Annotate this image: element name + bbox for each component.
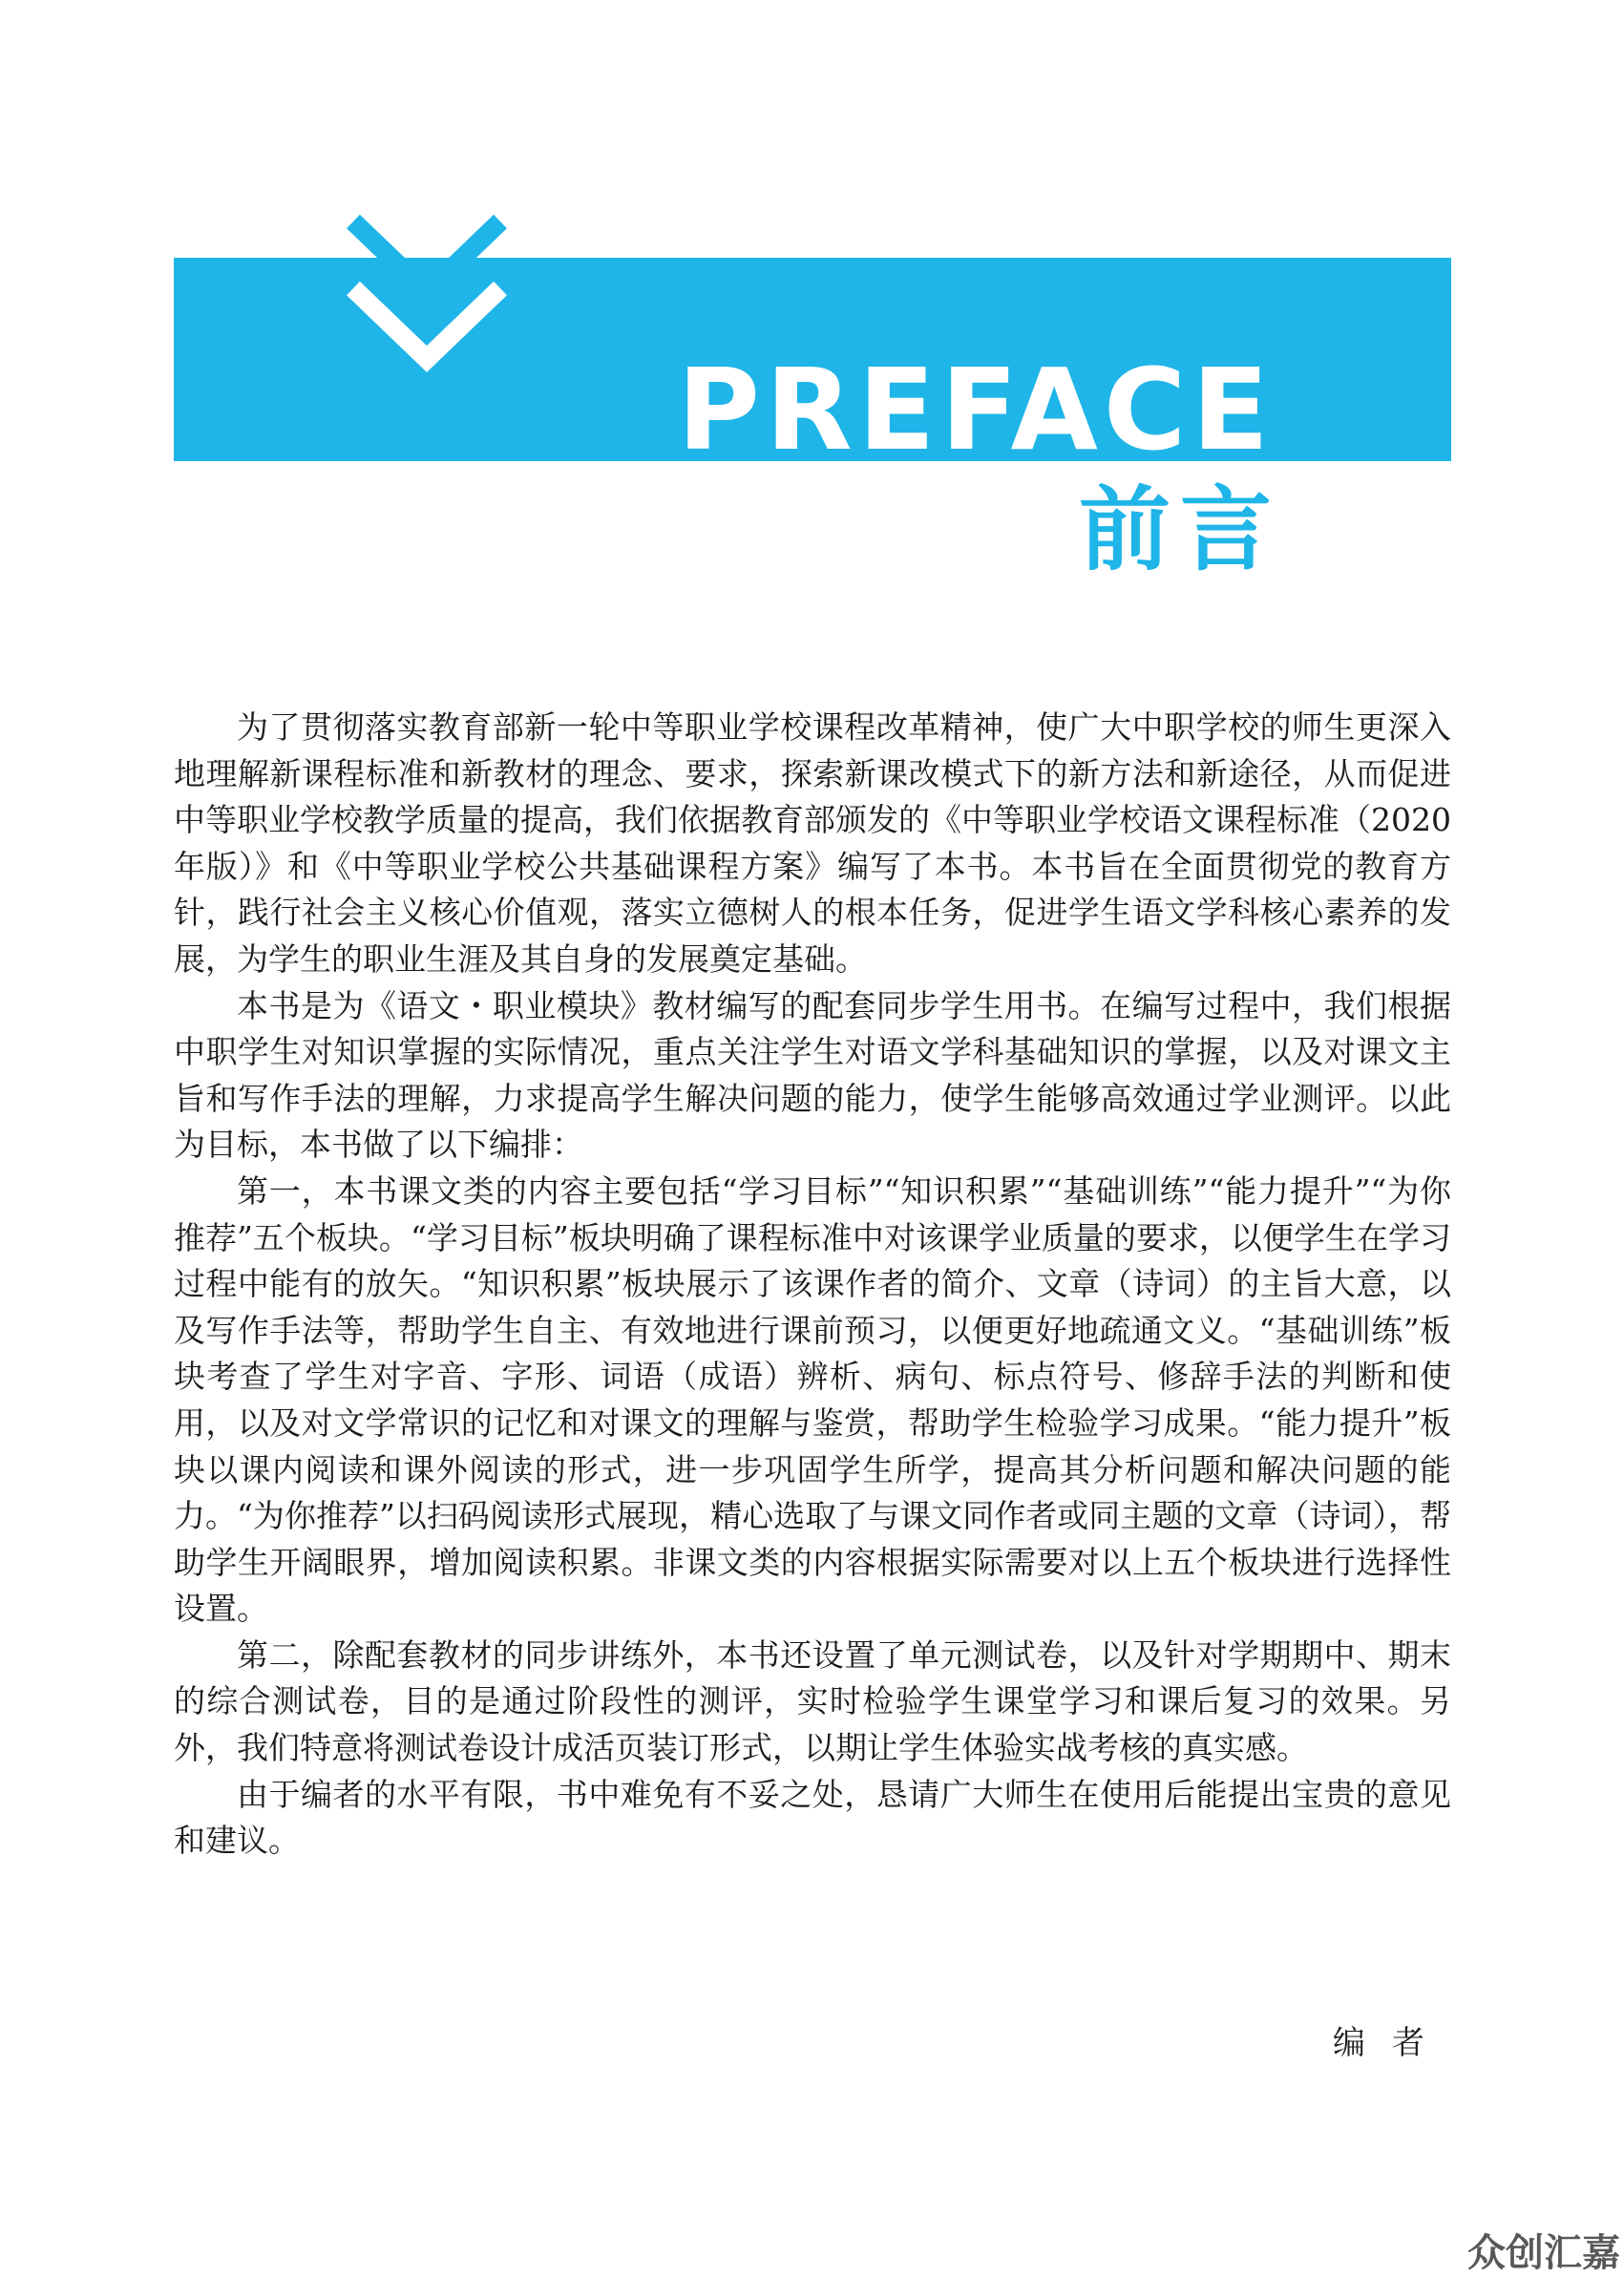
paragraph-5: 由于编者的水平有限，书中难免有不妥之处，恳请广大师生在使用后能提出宝贵的意见和建议。 bbox=[174, 1775, 1451, 1860]
page-title-chinese: 前言 bbox=[1079, 476, 1281, 583]
author-signature: 编者 bbox=[1333, 2024, 1451, 2062]
paragraph-3: 第一，本书课文类的内容主要包括“学习目标”“知识积累”“基础训练”“能力提升”“为你推荐”五个板块。“学习目标”板块明确了课程标准中对该课学业质量的要求，以便学生在学习过程中能有的放矢。“知识积累”板块展示了该课作者的简介、文章（诗词）的主旨大意，以及写作手法等，帮助学生自主、有效地进行课前预习，以便更好地疏通文义。“基础训练”板块考查了学生对字音、字形、词语（成语）辨析、病句、标点符号、修辞手法的判断和使用，以及对文学常识的记忆和对课文的理解与鉴赏，帮助学生检验学习成果。“能力提升”板块以课内阅读和课外阅读的形式，进一步巩固学生所学，提高其分析问题和解决问题的能力。“为你推荐”以扫码阅读形式展现，精心选取了与课文同作者或同主题的文章（诗词），帮助学生开阔眼界，增加阅读积累。非课文类的内容根据实际需要对以上五个板块进行选择性设置。 bbox=[174, 1171, 1451, 1628]
paragraph-2: 本书是为《语文・职业模块》教材编写的配套同步学生用书。在编写过程中，我们根据中职学生对知识掌握的实际情况，重点关注学生对语文学科基础知识的掌握，以及对课文主旨和写作手法的理解，力求提高学生解决问题的能力，使学生能够高效通过学业测评。以此为目标，本书做了以下编排： bbox=[174, 986, 1451, 1164]
watermark: 众创汇嘉 bbox=[1467, 2231, 1620, 2275]
paragraph-1: 为了贯彻落实教育部新一轮中等职业学校课程改革精神，使广大中职学校的师生更深入地理解新课程标准和新教材的理念、要求，探索新课改模式下的新方法和新途径，从而促进中等职业学校教学质量的提高，我们依据教育部颁发的《中等职业学校语文课程标准（2020年版）》和《中等职业学校公共基础课程方案》编写了本书。本书旨在全面贯彻党的教育方针，践行社会主义核心价值观，落实立德树人的根本任务，促进学生语文学科核心素养的发展，为学生的职业生涯及其自身的发展奠定基础。 bbox=[174, 708, 1451, 978]
page-title-english: PREFACE bbox=[677, 353, 1275, 461]
preface-body bbox=[174, 705, 1451, 1865]
paragraph-4: 第二，除配套教材的同步讲练外，本书还设置了单元测试卷，以及针对学期期中、期末的综合测试卷，目的是通过阶段性的测评，实时检验学生课堂学习和课后复习的效果。另外，我们特意将测试卷设计成活页装订形式，以期让学生体验实战考核的真实感。 bbox=[174, 1635, 1451, 1767]
